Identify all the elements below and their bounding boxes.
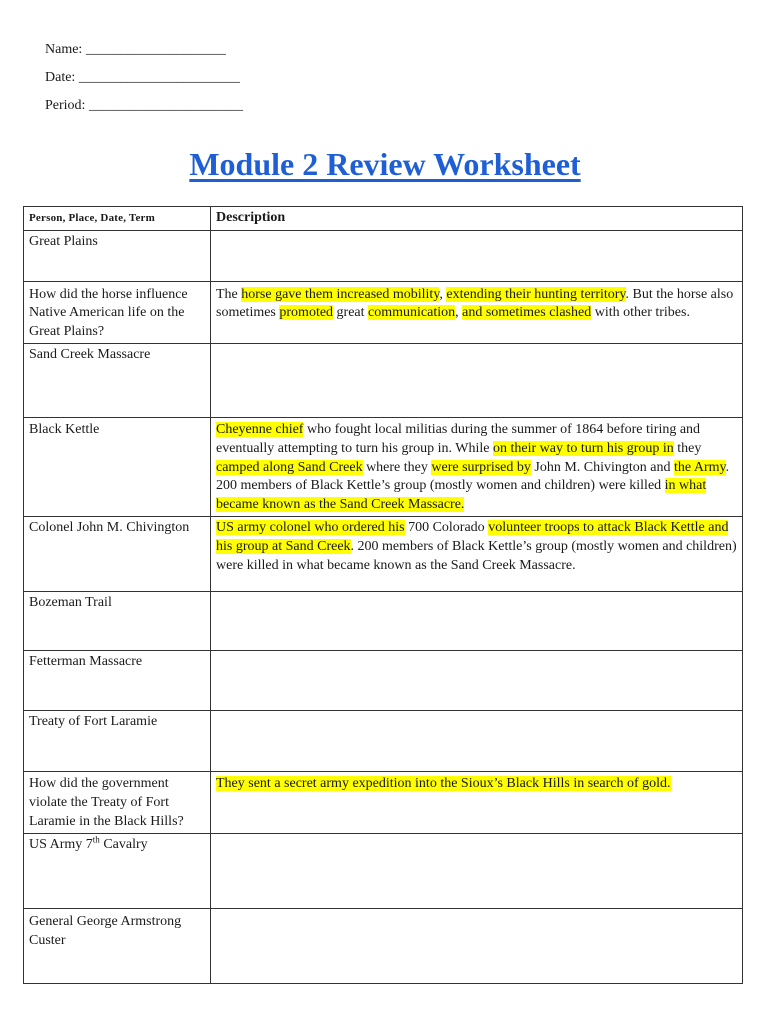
page-title: Module 2 Review Worksheet bbox=[189, 146, 581, 182]
term-cell: How did the horse influence Native American life on the Great Plains? bbox=[24, 281, 211, 344]
highlighted-text: on their way to turn his group in bbox=[492, 440, 674, 456]
header-description: Description bbox=[211, 207, 743, 231]
description-cell[interactable] bbox=[211, 834, 743, 909]
description-cell[interactable] bbox=[211, 772, 743, 834]
highlighted-text: and sometimes clashed bbox=[462, 305, 592, 321]
table-row bbox=[24, 711, 743, 772]
term-text: US Army 7 bbox=[29, 837, 93, 853]
period-field[interactable]: Period: ______________________ bbox=[45, 98, 243, 113]
description-text: great bbox=[333, 305, 369, 321]
description-text: . But the horse also sometimes bbox=[216, 286, 734, 321]
table-row bbox=[24, 344, 743, 418]
description-text: , bbox=[439, 286, 447, 302]
description-cell[interactable] bbox=[211, 517, 743, 592]
description-text: . 200 members of Black Kettle’s group (mostly women and children) were killed bbox=[216, 459, 730, 494]
description-text: they bbox=[673, 440, 702, 456]
term-cell: Sand Creek Massacre bbox=[24, 344, 211, 418]
description-text: with other tribes. bbox=[591, 305, 690, 321]
highlighted-text: extending their hunting territory bbox=[446, 286, 626, 302]
table-row bbox=[24, 230, 743, 281]
table-row bbox=[24, 517, 743, 592]
description-text: where they bbox=[362, 459, 432, 475]
table-header-row bbox=[24, 207, 743, 231]
description-text: John M. Chivington and bbox=[530, 459, 675, 475]
description-cell[interactable] bbox=[211, 651, 743, 711]
table-row bbox=[24, 834, 743, 909]
table-row bbox=[24, 281, 743, 344]
term-cell: Bozeman Trail bbox=[24, 592, 211, 651]
student-info bbox=[45, 36, 243, 120]
table-row bbox=[24, 651, 743, 711]
highlighted-text: They sent a secret army expedition into the Sioux’s Black Hills in search of gold. bbox=[216, 776, 671, 792]
description-text: . 200 members of Black Kettle’s group (mostly women and children) were killed in what became known as the Sand Creek Massacre. bbox=[216, 538, 737, 573]
highlighted-text: were surprised by bbox=[431, 459, 531, 475]
description-cell[interactable] bbox=[211, 418, 743, 517]
name-field[interactable]: Name: ____________________ bbox=[45, 42, 226, 57]
highlighted-text: promoted bbox=[279, 305, 334, 321]
term-cell: General George Armstrong Custer bbox=[24, 909, 211, 984]
highlighted-text: camped along Sand Creek bbox=[216, 459, 363, 475]
table-row bbox=[24, 418, 743, 517]
header-term: Person, Place, Date, Term bbox=[24, 207, 211, 231]
review-table bbox=[23, 206, 743, 984]
highlighted-text: volunteer troops to attack Black Kettle and his group at Sand Creek bbox=[216, 520, 729, 554]
term-cell: Great Plains bbox=[24, 230, 211, 281]
date-field[interactable]: Date: _______________________ bbox=[45, 70, 240, 85]
description-cell[interactable] bbox=[211, 281, 743, 344]
term-cell: How did the government violate the Treaty of Fort Laramie in the Black Hills? bbox=[24, 772, 211, 834]
description-cell[interactable] bbox=[211, 711, 743, 772]
table-row bbox=[24, 772, 743, 834]
description-cell[interactable] bbox=[211, 592, 743, 651]
highlighted-text: Cheyenne chief bbox=[216, 422, 304, 438]
description-text: 700 Colorado bbox=[404, 520, 489, 536]
term-cell: Fetterman Massacre bbox=[24, 651, 211, 711]
description-cell[interactable] bbox=[211, 344, 743, 418]
term-text: Cavalry bbox=[99, 837, 148, 853]
highlighted-text: horse gave them increased mobility bbox=[241, 286, 440, 302]
term-cell bbox=[24, 834, 211, 909]
term-cell: Treaty of Fort Laramie bbox=[24, 711, 211, 772]
description-text: , bbox=[455, 305, 463, 321]
table-row bbox=[24, 909, 743, 984]
highlighted-text: the Army bbox=[674, 459, 726, 475]
highlighted-text: in what became known as the Sand Creek Massacre. bbox=[216, 478, 707, 512]
description-text: The bbox=[216, 286, 242, 302]
highlighted-text: communication bbox=[368, 305, 456, 321]
description-cell[interactable] bbox=[211, 909, 743, 984]
description-text: who fought local militias during the summer of 1864 before tiring and eventually attempting to turn his group in. While bbox=[216, 422, 701, 456]
term-cell: Black Kettle bbox=[24, 418, 211, 517]
term-cell: Colonel John M. Chivington bbox=[24, 517, 211, 592]
term-superscript: th bbox=[92, 834, 100, 845]
highlighted-text: US army colonel who ordered his bbox=[216, 520, 405, 536]
table-row bbox=[24, 592, 743, 651]
description-cell[interactable] bbox=[211, 230, 743, 281]
